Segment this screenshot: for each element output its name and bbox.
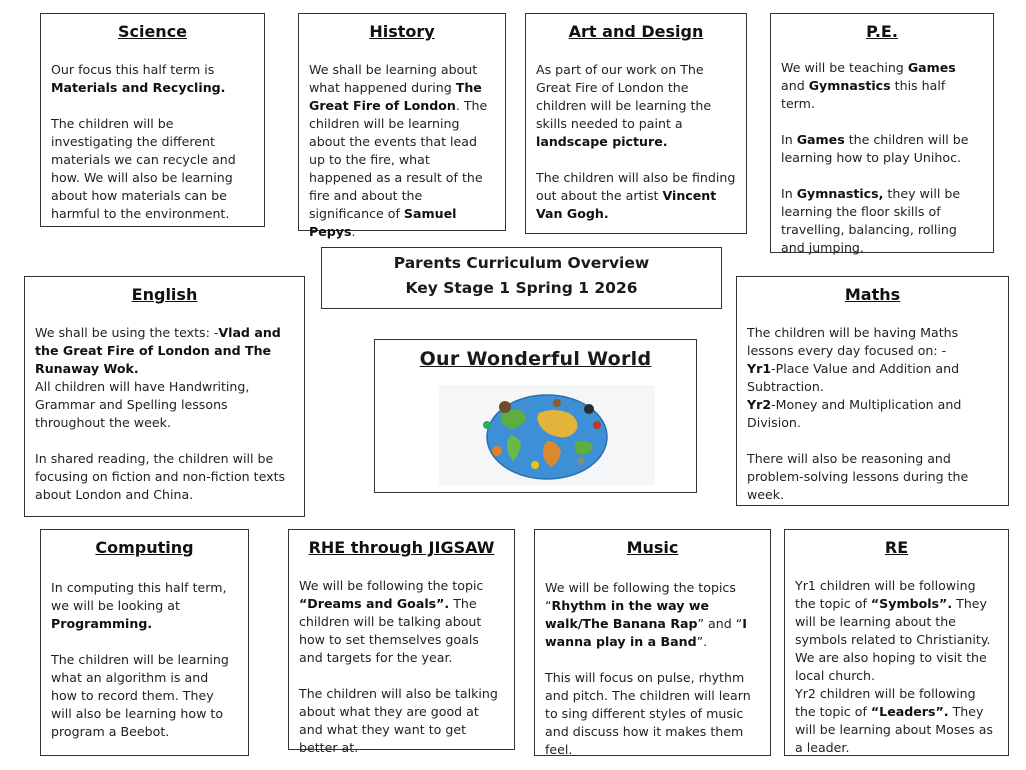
pe-para-3: In Gymnastics, they will be learning the floor skills of travelling, balancing, rolling and jumping. bbox=[781, 186, 961, 255]
world-globe-icon bbox=[439, 385, 655, 485]
re-box bbox=[784, 529, 1009, 756]
art-para-2: The children will also be finding out about the artist Vincent Van Gogh. bbox=[536, 170, 736, 221]
rhe-para-1: We will be following the topic “Dreams and Goals”. The children will be talking about how to set themselves goals and targets for the year. bbox=[299, 578, 484, 665]
overview-title-line-2: Key Stage 1 Spring 1 2026 bbox=[405, 279, 638, 297]
pe-box bbox=[770, 13, 994, 253]
re-para-2: Yr2 children will be following the topic of “Leaders”. They will be learning about Moses as a leader. bbox=[795, 686, 993, 755]
music-para-2: This will focus on pulse, rhythm and pitch. The children will learn to sing different styles of music and discuss how it makes them feel. bbox=[545, 670, 751, 757]
science-box bbox=[40, 13, 265, 227]
art-para-1: As part of our work on The Great Fire of London the children will be learning the skills needed to paint a landscape picture. bbox=[536, 62, 712, 149]
english-box bbox=[24, 276, 305, 517]
art-box bbox=[525, 13, 747, 234]
maths-para-2: There will also be reasoning and problem-solving lessons during the week. bbox=[747, 451, 969, 502]
computing-para-1: In computing this half term, we will be looking at Programming. bbox=[51, 580, 227, 631]
rhe-box bbox=[288, 529, 515, 755]
english-para-2: In shared reading, the children will be focusing on fiction and non-fiction texts about London and China. bbox=[35, 451, 286, 502]
pe-title: P.E. bbox=[866, 22, 898, 41]
history-box bbox=[298, 13, 506, 239]
overview-header-box bbox=[321, 247, 722, 309]
maths-title: Maths bbox=[844, 285, 901, 304]
computing-title: Computing bbox=[95, 538, 194, 557]
maths-para-1: The children will be having Maths lessons every day focused on: - Yr1-Place Value and Addition and Subtraction. Yr2-Money and Multiplication and Division. bbox=[747, 325, 962, 430]
re-title: RE bbox=[884, 538, 909, 557]
rhe-title: RHE through JIGSAW bbox=[308, 538, 495, 557]
rhe-para-2: The children will also be talking about what they are good at and what they want to get better at. bbox=[299, 686, 498, 755]
computing-box bbox=[40, 529, 249, 756]
pe-para-1: We will be teaching Games and Gymnastics this half term. bbox=[781, 60, 956, 111]
science-title: Science bbox=[117, 22, 188, 41]
overview-title-line-1: Parents Curriculum Overview bbox=[393, 254, 650, 272]
music-title: Music bbox=[626, 538, 679, 557]
re-para-1: Yr1 children will be following the topic of “Symbols”. They will be learning about the symbols related to Christianity. We are also hoping to visit the local church. bbox=[795, 578, 991, 683]
pe-para-2: In Games the children will be learning how to play Unihoc. bbox=[781, 132, 969, 165]
theme-box bbox=[374, 339, 697, 493]
english-para-1: We shall be using the texts: -Vlad and the Great Fire of London and The Runaway Wok. All children will have Handwriting, Grammar and Spelling lessons throughout the week. bbox=[35, 325, 281, 430]
art-title: Art and Design bbox=[568, 22, 704, 41]
computing-para-2: The children will be learning what an algorithm is and how to record them. They will also be learning how to program a Beebot. bbox=[51, 652, 229, 739]
music-box bbox=[534, 529, 771, 756]
maths-box bbox=[736, 276, 1009, 506]
history-para-1: We shall be learning about what happened during The Great Fire of London. The children will be learning about the events that lead up to the fire, what happened as a result of the fire and about the significance of Samuel Pepys. bbox=[309, 62, 488, 239]
science-para-1: Our focus this half term is Materials and Recycling. bbox=[51, 62, 226, 95]
history-title: History bbox=[369, 22, 435, 41]
english-title: English bbox=[131, 285, 198, 304]
music-para-1: We will be following the topics “Rhythm in the way we walk/The Banana Rap” and “I wanna play in a Band”. bbox=[545, 580, 747, 649]
theme-title: Our Wonderful World bbox=[419, 348, 652, 370]
science-para-2: The children will be investigating the different materials we can recycle and how. We will also be learning about how materials can be harmful to the environment. bbox=[51, 116, 236, 221]
